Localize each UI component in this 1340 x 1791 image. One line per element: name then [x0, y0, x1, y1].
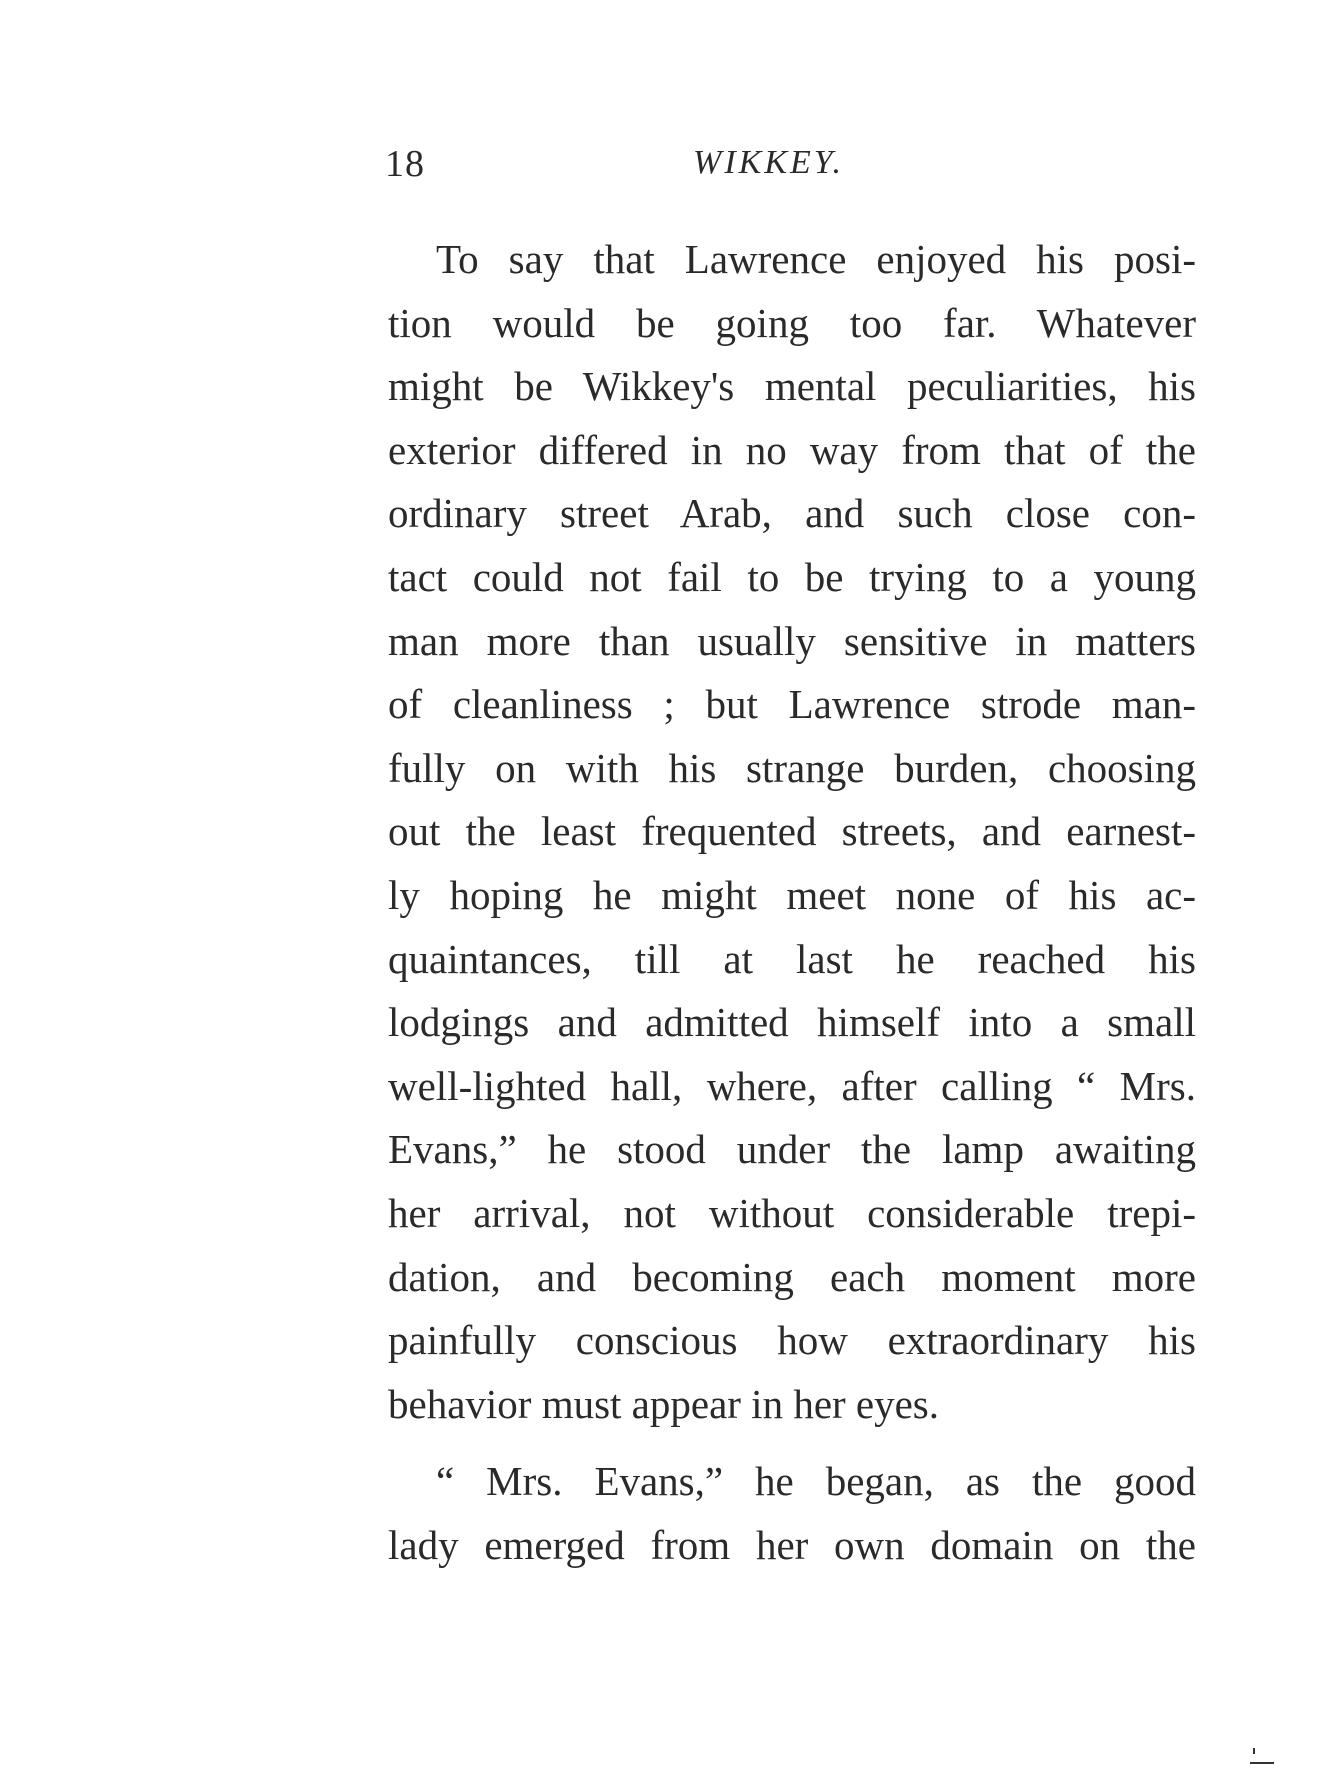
text-line: of cleanliness ; but Lawrence strode man- — [388, 681, 1196, 728]
page-header — [385, 142, 1185, 202]
text-line: tion would be going too far. Whatever — [388, 299, 1196, 346]
scan-mark — [1253, 1748, 1255, 1754]
page-number: 18 — [385, 143, 425, 185]
text-line: fully on with his strange burden, choosing — [388, 744, 1196, 791]
text-line: exterior differed in no way from that of the — [388, 426, 1196, 473]
text-line: ordinary street Arab, and such close con- — [388, 490, 1196, 537]
text-line: To say that Lawrence enjoyed his posi- — [436, 236, 1196, 282]
text-line: ly hoping he might meet none of his ac- — [388, 871, 1196, 918]
text-line: lodgings and admitted himself into a small — [388, 999, 1196, 1046]
paragraph-2 — [388, 1450, 1196, 1577]
text-line: “ Mrs. Evans,” he began, as the good — [436, 1458, 1196, 1505]
text-line: tact could not fail to be trying to a young — [388, 553, 1196, 600]
paragraph-gap — [388, 1436, 1196, 1450]
text-line: might be Wikkey's mental peculiarities, his — [388, 363, 1196, 410]
scan-mark — [1250, 1762, 1274, 1764]
text-line: out the least frequented streets, and earnest- — [388, 808, 1196, 855]
text-line: painfully conscious how extraordinary his — [388, 1317, 1196, 1364]
running-title: WIKKEY. — [693, 144, 845, 181]
paragraph-1 — [388, 228, 1196, 1436]
text-line: behavior must appear in her eyes. — [388, 1380, 940, 1427]
text-line: well-lighted hall, where, after calling “ Mrs. — [388, 1062, 1196, 1109]
text-line: her arrival, not without considerable trepi- — [388, 1189, 1196, 1236]
body-text — [388, 228, 1196, 1577]
text-line: man more than usually sensitive in matters — [388, 617, 1196, 664]
text-line: dation, and becoming each moment more — [388, 1253, 1196, 1300]
text-line: quaintances, till at last he reached his — [388, 935, 1196, 982]
text-line: lady emerged from her own domain on the — [388, 1521, 1196, 1568]
text-line: Evans,” he stood under the lamp awaiting — [388, 1126, 1196, 1173]
